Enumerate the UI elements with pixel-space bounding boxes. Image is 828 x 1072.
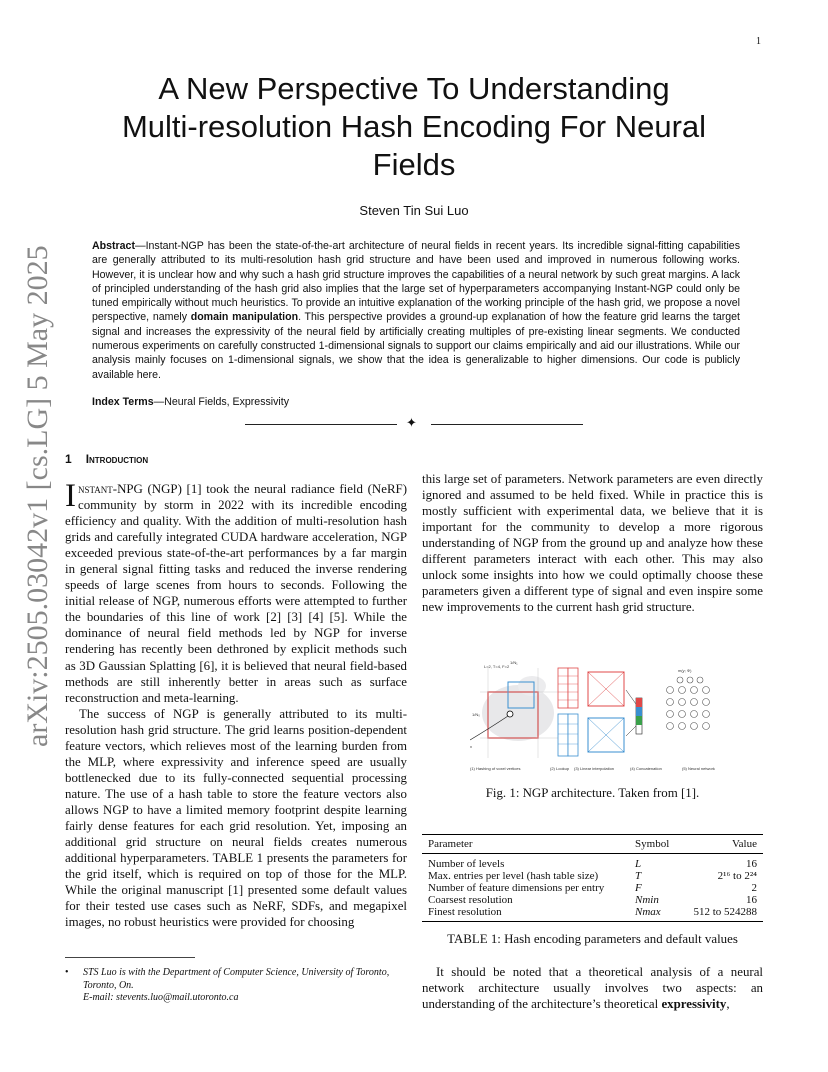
table-cell: Finest resolution <box>422 906 629 922</box>
table-cell: 512 to 524288 <box>680 906 763 922</box>
section-number: 1 <box>65 452 72 466</box>
abstract-text: Instant-NGP has been the state-of-the-art architecture of neural fields in recent years. Its incredible signal-fitting capabilities are generally attributed to its multi-resolution hash grid structure and have been used and improved in numerous following works. However, it is unclear how and why such a hash grid structure improves the capabilities of a neural network by such great margins. A lack of principled understanding of the hash grid also implies that the large set of hyperparameters accompanying Instant-NGP could only be tuned empirically without much heuristics. To provide an intuitive explanation of the working principle of the hash grid, we propose a novel perspective, namely <box>92 240 740 324</box>
divider-left <box>245 424 397 425</box>
divider-right <box>431 424 583 425</box>
table-header-row <box>422 835 763 854</box>
intro-paragraph-3: this large set of parameters. Network parameters are even directly ignored and assumed to be held fixed. While in practice this is mostly sufficient with experimental data, we believe that it is important for the community to develop a more rigorous understanding of NGP from the ground up and analyze how these different parameters interact with each other. This may also unlock some insights into how we could optimally choose these parameters given a different type of signal and even inspire some new improvements to the current hash grid structure. <box>422 472 763 615</box>
footnote <box>65 967 407 1005</box>
table-cell: 2¹⁶ to 2²⁴ <box>717 870 757 882</box>
neural-network <box>667 677 710 730</box>
figure-annotation: 1/N₀ <box>472 712 480 717</box>
section-title: Introduction <box>85 452 149 466</box>
table-header: Value <box>680 835 763 854</box>
title-line: Fields <box>372 147 456 182</box>
title-line: Multi-resolution Hash Encoding For Neural <box>121 109 707 144</box>
hash-table-0 <box>558 668 568 708</box>
table-row <box>422 882 763 894</box>
table-cell: T <box>635 870 642 882</box>
arxiv-stamp: arXiv:2505.03042v1 [cs.LG] 5 May 2025 <box>21 245 54 747</box>
intro-paragraph-1 <box>65 478 407 706</box>
table-cell: Coarsest resolution <box>428 894 513 906</box>
hash-table-1 <box>558 714 568 756</box>
table-cell: Number of levels <box>428 858 505 870</box>
index-terms <box>92 396 740 408</box>
intro-right-column-continued <box>422 964 763 1012</box>
footnote-email: E-mail: stevents.luo@mail.utoronto.ca <box>83 992 239 1003</box>
intro-text-4: It should be noted that a theoretical analysis of a neural network architecture usually involves two aspects: an understanding of the architecture’s theoretical <box>422 965 763 1012</box>
panel-label: (4) Concatenation <box>630 766 662 771</box>
table-cell: Max. entries per level (hash table size) <box>428 870 599 882</box>
abstract <box>92 239 740 382</box>
title-line: A New Perspective To Understanding <box>158 71 670 106</box>
panel-label: (2) Lookup <box>550 766 570 771</box>
intro-left-column <box>65 478 407 930</box>
table-cell: 2 <box>751 882 757 894</box>
intro-text-4-end: , <box>726 997 730 1012</box>
abstract-bold: domain manipulation <box>190 311 299 324</box>
abstract-text-end: . This perspective provides a ground-up explanation of how the feature grid learns the target signal and increases the expressivity of the neural field by artificially creating multiples of pre-existing linear segments. We conducted numerous experiments on carefully constructed 1-dimensional signals to support our claims empirically and aid our illustrations. While our analysis mainly focuses on 1-dimensional signals, we show that the idea is generalizable to higher dimensions. Our code is publicly available here. <box>92 311 740 381</box>
table-row <box>422 894 763 906</box>
figure-caption: Fig. 1: NGP architecture. Taken from [1]. <box>485 786 700 800</box>
ngp-architecture-figure <box>470 658 730 776</box>
bunny-ear <box>518 676 546 696</box>
index-terms-text: Neural Fields, Expressivity <box>164 396 290 408</box>
footnote-rule <box>65 957 195 958</box>
arrow <box>626 726 636 736</box>
intro-paragraph-4 <box>422 964 763 1012</box>
divider-symbol: ✦ <box>406 416 417 431</box>
figure-annotation: L=2, T=4, F=2 <box>484 664 510 669</box>
panel-label: (5) Neural network <box>682 766 715 771</box>
hash-table-1b <box>568 714 578 756</box>
footnote-bullet: • <box>65 967 69 978</box>
abstract-dash: — <box>134 240 146 252</box>
arrow <box>626 690 636 704</box>
index-terms-label: Index Terms <box>92 396 154 408</box>
paper-title <box>90 70 738 184</box>
intro-right-column <box>422 471 763 615</box>
page-number: 1 <box>756 36 761 47</box>
figure-annotation: x <box>470 744 472 749</box>
intro-text-1: -NPG (NGP) [1] took the neural radiance field (NeRF) community by storm in 2022 with its incredible encoding efficiency and quality. With the addition of multi-resolution hash grids and carefully integrated CUDA hardware acceleration, NGP exceeded previous state-of-the-art performances by a far margin in general signal fitting tasks and reduced the inverse rendering speeds of large scenes from hours to seconds. Following the initial release of NGP, numerous efforts were attempted to further the boundaries of this line of work [2] [3] [4] [5]. While the dominance of neural field methods led by NGP for inverse rendering has recently been dethroned by explicit methods such as 3D Gaussian Splatting [6], it is believed that neural field-based methods are still inherently better in areas such as surface reconstruction and meta-learning. <box>65 482 407 705</box>
table-cell: 16 <box>746 894 757 906</box>
table-cell: 16 <box>746 858 757 870</box>
panel-label: (1) Hashing of voxel vertices <box>470 766 521 771</box>
panel-label: (3) Linear interpolation <box>574 766 615 771</box>
section-heading <box>65 452 148 466</box>
drop-cap: I <box>65 478 76 514</box>
table-cell: Nmin <box>635 894 659 906</box>
author-name: Steven Tin Sui Luo <box>359 203 469 218</box>
table-cell: Number of feature dimensions per entry <box>428 882 605 894</box>
table-header: Symbol <box>629 835 680 854</box>
table-cell: F <box>635 882 642 894</box>
expressivity-bold: expressivity <box>661 997 727 1012</box>
abstract-label: Abstract <box>92 240 135 252</box>
bunny-shape <box>482 685 554 741</box>
intro-paragraph-2: The success of NGP is generally attributed to its multi-resolution hash grid structure. The grid learns position-dependent feature vectors, which relieves most of the learning burden from the MLP, where expressivity and inference speed are usually bottlenecked due to its fully-connected sequential processing nature. The use of a hash table to store the feature vectors also allows NGP to have a limited memory footprint despite learning fairly dense features for each grid resolution. Yet, imposing an additional grid structure on neural fields creates numerous additional hyperparameters. TABLE 1 presents the parameters for the grid itself, which is required on top of those for the MLP. While the original manuscript [1] presented some default values for their tested use cases such as NeRF, SDFs, and megapixel images, no robust heuristics were provided for choosing <box>65 706 407 930</box>
parameters-table <box>422 834 763 922</box>
figure-annotation: 1/N₁ <box>510 660 518 665</box>
table-row <box>422 906 763 922</box>
index-terms-dash: — <box>153 396 165 408</box>
table-row <box>422 854 763 871</box>
table-cell: L <box>635 858 642 870</box>
table-caption: TABLE 1: Hash encoding parameters and default values <box>447 932 738 946</box>
figure-annotation: m(y; Φ) <box>678 668 692 673</box>
table-header: Parameter <box>422 835 629 854</box>
hash-table-0b <box>568 668 578 708</box>
table-row <box>422 870 763 882</box>
table-cell: Nmax <box>629 906 680 922</box>
footnote-affiliation: STS Luo is with the Department of Computer Science, University of Toronto, Toronto, On. <box>83 967 390 991</box>
intro-smallcaps: nstant <box>78 482 113 496</box>
